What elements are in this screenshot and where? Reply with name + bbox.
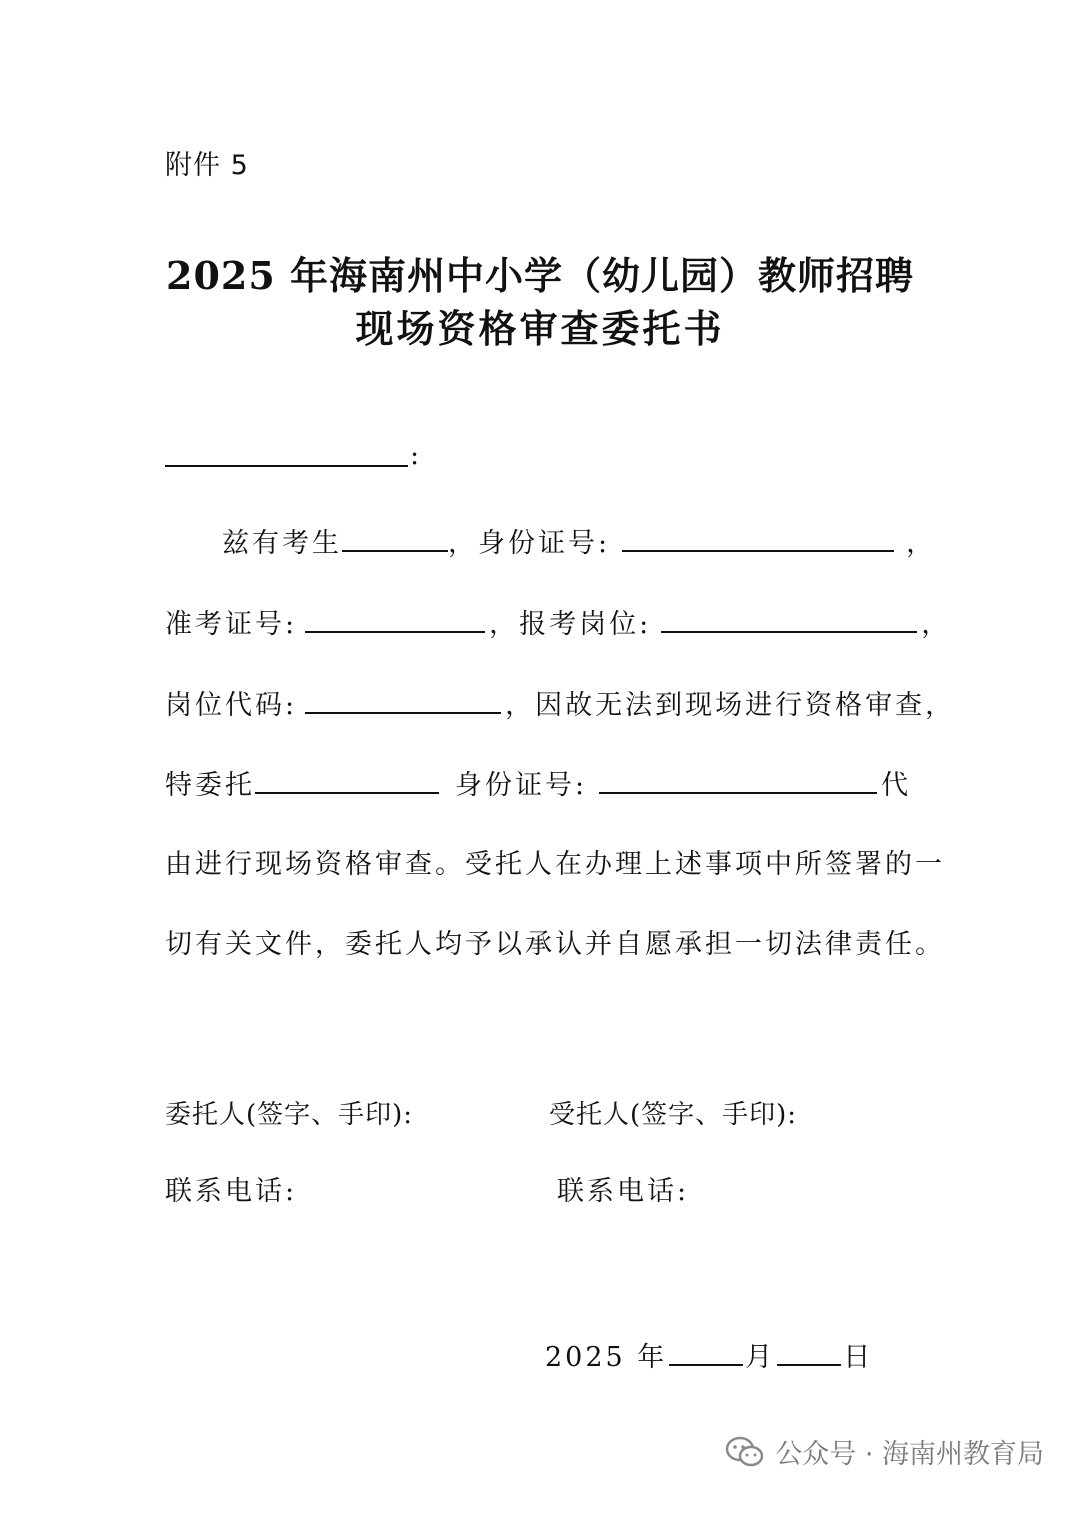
- agent-signature-label: 受托人(签字、手印):: [549, 1100, 798, 1130]
- position-blank[interactable]: [661, 603, 917, 633]
- agent-id-blank[interactable]: [599, 764, 877, 794]
- text-agent-id: 身份证号:: [455, 770, 588, 801]
- text-position-code: 岗位代码:: [165, 690, 298, 721]
- date-day: 日: [843, 1342, 874, 1373]
- wechat-watermark: [725, 1432, 1044, 1471]
- body-line-6: 切有关文件，委托人均予以承认并自愿承担一切法律责任。: [165, 929, 945, 960]
- body-line-1: [222, 522, 936, 562]
- principal-signature-label: 委托人(签字、手印):: [165, 1100, 414, 1130]
- body-line-4: [165, 764, 911, 804]
- watermark-text: 公众号 · 海南州教育局: [775, 1439, 1044, 1470]
- examinee-name-blank[interactable]: [342, 522, 448, 552]
- date-line: [545, 1336, 873, 1376]
- wechat-icon: [725, 1436, 765, 1468]
- addressee-blank[interactable]: [165, 465, 408, 467]
- document-title-line2: 现场资格审查委托书: [355, 306, 725, 351]
- body-line-2: [165, 603, 951, 643]
- attachment-label: 附件 5: [165, 150, 249, 181]
- date-month: 月: [745, 1342, 776, 1373]
- document-title-line1: 2025 年海南州中小学（幼儿园）教师招聘: [166, 253, 914, 298]
- examinee-id-blank[interactable]: [622, 522, 894, 552]
- admission-number-blank[interactable]: [305, 603, 485, 633]
- text-entrust: 特委托: [165, 770, 255, 801]
- addressee-colon: :: [410, 440, 420, 471]
- principal-phone-label: 联系电话:: [165, 1176, 298, 1207]
- date-month-blank[interactable]: [669, 1336, 743, 1366]
- agent-phone-label: 联系电话:: [557, 1176, 690, 1207]
- text-position: ，报考岗位:: [489, 609, 652, 640]
- body-line-3: [165, 684, 955, 724]
- date-year: 2025 年: [545, 1342, 668, 1373]
- text-admission-number: 准考证号:: [165, 609, 298, 640]
- position-code-blank[interactable]: [305, 684, 501, 714]
- body-line-5: 由进行现场资格审查。受托人在办理上述事项中所签署的一: [165, 849, 945, 880]
- text-on-behalf: 代: [881, 770, 912, 801]
- text-examinee: 兹有考生: [222, 528, 342, 559]
- text-comma: ，: [906, 528, 937, 559]
- text-id-number: ，身份证号:: [448, 528, 611, 559]
- agent-name-blank[interactable]: [255, 764, 439, 794]
- text-reason: ，因故无法到现场进行资格审查，: [505, 690, 956, 721]
- text-comma: ，: [921, 609, 952, 640]
- date-day-blank[interactable]: [777, 1336, 841, 1366]
